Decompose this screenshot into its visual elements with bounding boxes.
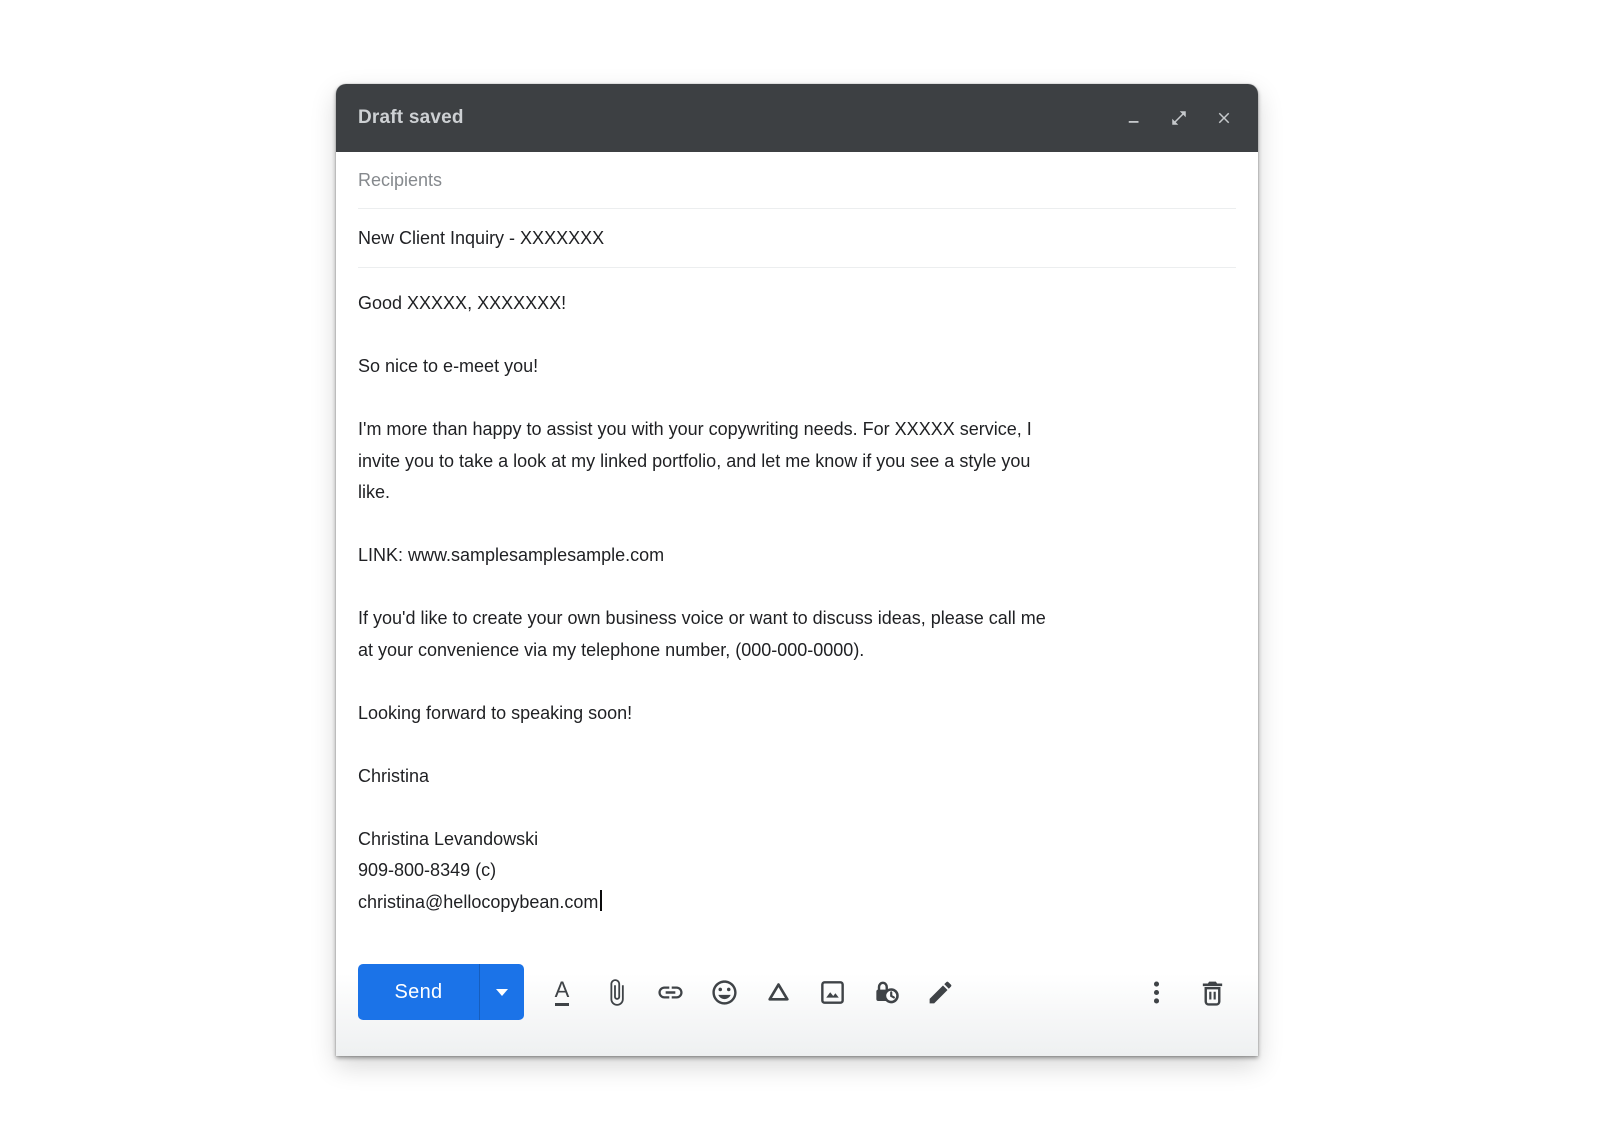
recipients-placeholder: Recipients — [358, 169, 443, 190]
draft-status-title: Draft saved — [358, 107, 464, 128]
expand-icon — [1170, 109, 1188, 127]
close-icon — [1215, 109, 1233, 127]
body-line: Christina — [358, 765, 430, 786]
minimize-icon — [1125, 109, 1143, 127]
window-controls — [1124, 108, 1234, 128]
insert-drive-file-icon — [764, 978, 793, 1007]
insert-drive-file-button[interactable] — [762, 976, 794, 1008]
insert-emoji-icon — [710, 978, 739, 1007]
send-button-group — [358, 964, 524, 1020]
send-label: Send — [394, 980, 443, 1003]
body-line: at your convenience via my telephone number, (000-000-0000). — [358, 639, 865, 660]
compose-titlebar[interactable] — [336, 84, 1258, 152]
recipients-field[interactable] — [358, 152, 1236, 209]
body-paragraph — [358, 761, 1236, 793]
body-line: like. — [358, 482, 391, 502]
formatting-tools — [546, 976, 956, 1008]
body-paragraph — [358, 603, 1236, 666]
minimize-button[interactable] — [1124, 108, 1144, 128]
insert-link-icon — [656, 978, 685, 1007]
discard-draft-icon — [1198, 978, 1227, 1007]
body-paragraph — [358, 288, 1236, 320]
insert-signature-button[interactable] — [924, 976, 956, 1008]
insert-link-button[interactable] — [654, 976, 686, 1008]
confidential-mode-button[interactable] — [870, 976, 902, 1008]
body-line: invite you to take a look at my linked portfolio, and let me know if you see a style you — [358, 450, 1031, 471]
send-button[interactable] — [358, 964, 480, 1020]
body-paragraph — [358, 414, 1236, 509]
attach-files-button[interactable] — [600, 976, 632, 1008]
body-line: Looking forward to speaking soon! — [358, 702, 633, 723]
body-paragraph — [358, 698, 1236, 730]
insert-signature-icon — [926, 978, 955, 1007]
body-line: Good XXXXX, XXXXXXX! — [358, 293, 567, 313]
body-line: christina@hellocopybean.com — [358, 887, 1236, 919]
body-line: So nice to e-meet you! — [358, 356, 539, 376]
insert-photo-button[interactable] — [816, 976, 848, 1008]
body-line: Christina Levandowski — [358, 828, 539, 849]
body-paragraph — [358, 540, 1236, 572]
body-paragraph — [358, 351, 1236, 383]
chevron-down-icon — [496, 989, 508, 996]
compose-window — [336, 84, 1258, 1056]
expand-button[interactable] — [1169, 108, 1189, 128]
insert-photo-icon — [818, 978, 847, 1007]
toolbar-right — [1140, 976, 1228, 1008]
close-button[interactable] — [1214, 108, 1234, 128]
body-line: If you'd like to create your own business voice or want to discuss ideas, please call me — [358, 608, 1046, 628]
subject-text: New Client Inquiry - XXXXXXX — [358, 227, 605, 248]
more-options-icon — [1142, 978, 1171, 1007]
confidential-mode-icon — [872, 978, 901, 1007]
body-line: LINK: www.samplesamplesample.com — [358, 545, 665, 565]
subject-field[interactable] — [358, 209, 1236, 268]
send-options-dropdown[interactable] — [480, 964, 524, 1020]
attach-files-icon — [602, 978, 631, 1007]
discard-draft-button[interactable] — [1196, 976, 1228, 1008]
message-body[interactable] — [336, 268, 1258, 918]
body-line: I'm more than happy to assist you with your copywriting needs. For XXXXX service, I — [358, 419, 1032, 439]
more-options-button[interactable] — [1140, 976, 1172, 1008]
body-line: 909-800-8349 (c) — [358, 860, 497, 880]
compose-toolbar — [336, 938, 1258, 1056]
formatting-options-icon: A — [555, 979, 570, 1006]
text-cursor — [600, 890, 602, 911]
body-paragraph — [358, 824, 1236, 919]
formatting-options-button[interactable] — [546, 976, 578, 1008]
insert-emoji-button[interactable] — [708, 976, 740, 1008]
